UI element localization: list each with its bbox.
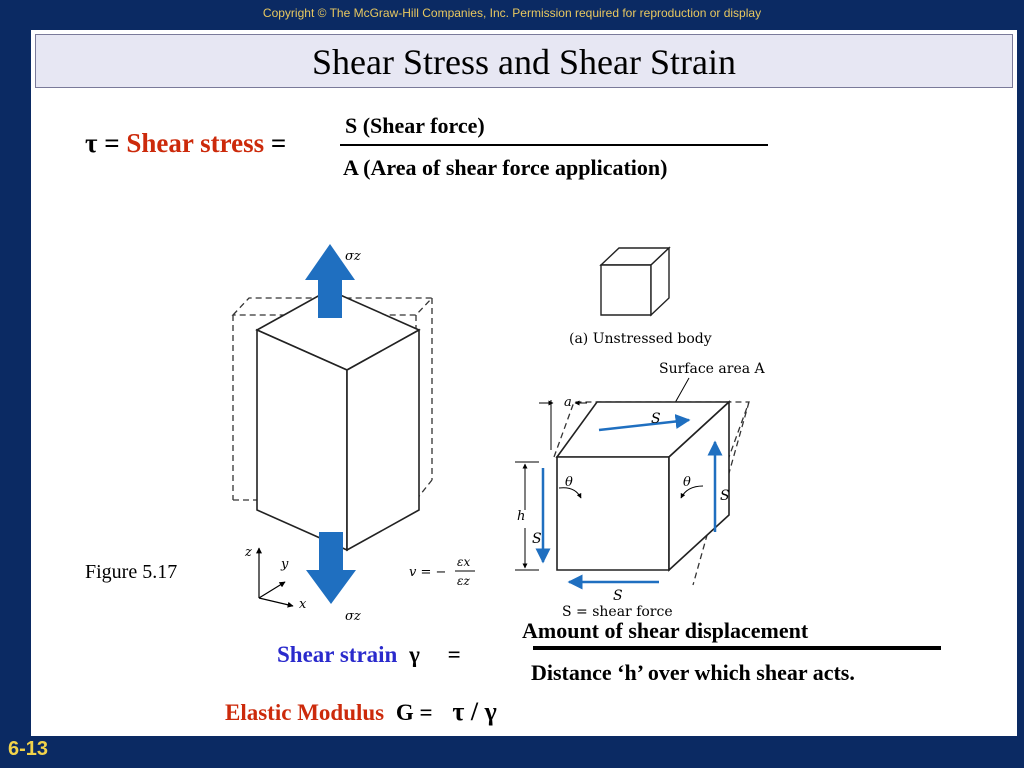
unstressed-label: (a) Unstressed body [569,331,712,347]
slide-number: 6-13 [8,738,49,760]
shear-strain-label: Shear strain [277,642,398,667]
shear-s-top: S [651,411,661,427]
tau-symbol: τ = [85,128,120,158]
shear-diagram [219,210,779,640]
shear-force-label: S = shear force [562,604,673,620]
height-h-label: h [517,509,526,524]
figure-caption: Figure 5.17 [85,561,178,583]
shear-strain-equals: = [447,642,461,667]
shear-stress-formula [85,128,286,159]
tau-over-gamma: τ / γ [452,697,497,726]
elastic-modulus-label: Elastic Modulus [225,700,385,725]
shear-stress-label: Shear stress [126,128,265,158]
axis-x-label: x [299,597,307,612]
slide-content [31,30,1017,736]
g-symbol: G = [395,700,433,725]
shear-strain-numerator: Amount of shear displacement [522,618,809,643]
theta-right-label: θ [683,475,691,490]
shear-stress-equals: = [270,128,287,158]
poisson-denominator: εz [457,574,470,588]
shear-stress-fraction-bar [340,144,768,146]
theta-left-label: θ [565,475,573,490]
shear-s-left: S [532,531,542,547]
sigma-z-top: σz [345,249,361,264]
shear-strain-denominator: Distance ‘h’ over which shear acts. [531,660,855,685]
poisson-numerator: εx [457,555,471,569]
sigma-z-bottom: σz [345,609,361,624]
shear-s-right: S [720,488,730,504]
shear-stress-denominator: A (Area of shear force application) [343,155,668,180]
shear-strain-fraction-bar [533,646,941,650]
shear-stress-numerator: S (Shear force) [345,113,485,138]
tension-block [233,244,432,604]
gamma-symbol: γ [409,642,420,667]
unstressed-cube [601,248,669,315]
poisson-v: v = − [409,565,447,580]
axis-z-label: z [245,545,252,560]
displacement-a-label: a [564,395,572,410]
surface-area-label: Surface area A [659,361,765,377]
shear-s-bottom: S [613,588,623,604]
slide-title: Shear Stress and Shear Strain [312,42,736,82]
elastic-modulus-formula [225,697,497,727]
copyright-notice: Copyright © The McGraw-Hill Companies, Inc. Permission required for reproduction or display [262,6,762,20]
axis-y-label: y [281,557,289,572]
title-bar [35,34,1013,88]
shear-strain-formula [277,642,461,668]
sheared-block [515,400,749,585]
